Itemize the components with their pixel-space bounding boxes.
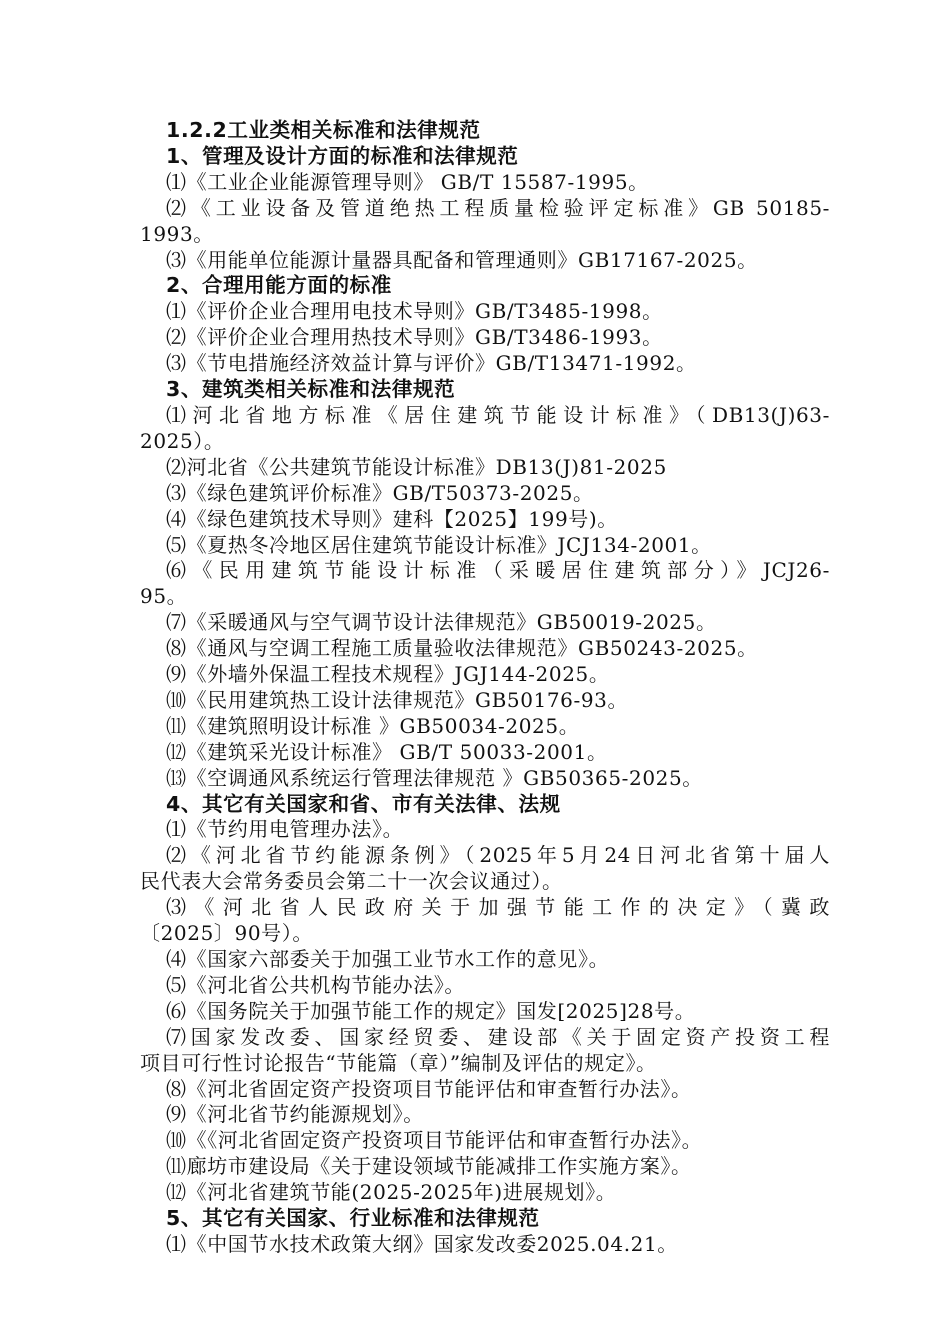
list-item: ⑵《河北省节约能源条例》（2025年5月24日河北省第十届人: [166, 843, 830, 868]
list-item: ⑺《采暖通风与空气调节设计法律规范》GB50019-2025。: [166, 610, 717, 635]
list-item: ⑶《用能单位能源计量器具配备和管理通则》GB17167-2025。: [166, 247, 758, 272]
list-item: ⑾《建筑照明设计标准 》GB50034-2025。: [166, 713, 580, 738]
section-heading: 1、管理及设计方面的标准和法律规范: [166, 143, 519, 168]
section-heading: 5、其它有关国家、行业标准和法律规范: [166, 1206, 540, 1231]
list-item: ⑻《通风与空调工程施工质量验收法律规范》GB50243-2025。: [166, 636, 758, 661]
section-heading: 3、建筑类相关标准和法律规范: [166, 377, 456, 402]
list-item: ⑿《河北省建筑节能(2025-2025年)进展规划》。: [166, 1180, 617, 1205]
list-item: ⑶《河北省人民政府关于加强节能工作的决定》（冀政: [166, 895, 830, 920]
list-item: ⑶《绿色建筑评价标准》GB/T50373-2025。: [166, 480, 594, 505]
list-item: ⑷《绿色建筑技术导则》建科【2025】199号)。: [166, 506, 618, 531]
list-item: ⑿《建筑采光设计标准》 GB/T 50033-2001。: [166, 739, 608, 764]
list-item: ⑹《国务院关于加强节能工作的规定》国发[2025]28号。: [166, 998, 696, 1023]
list-item: ⑹《民用建筑节能设计标准（采暖居住建筑部分）》JCJ26-: [166, 558, 830, 583]
list-item: ⑴河北省地方标准《居住建筑节能设计标准》（DB13(J)63-: [166, 402, 830, 427]
list-item: ⑸《夏热冬冷地区居住建筑节能设计标准》JCJ134-2001。: [166, 532, 712, 557]
list-item-continuation: 2025）。: [140, 428, 225, 453]
list-item: ⑽《民用建筑热工设计法律规范》GB50176-93。: [166, 687, 629, 712]
list-item: ⑴《评价企业合理用电技术导则》GB/T3485-1998。: [166, 299, 663, 324]
list-item: ⑺国家发改委、国家经贸委、建设部《关于固定资产投资工程: [166, 1024, 830, 1049]
list-item-continuation: 〔2025〕90号）。: [140, 921, 313, 946]
list-item: ⒀《空调通风系统运行管理法律规范 》GB50365-2025。: [166, 765, 703, 790]
list-item: ⑻《河北省固定资产投资项目节能评估和审查暂行办法》。: [166, 1076, 692, 1101]
list-item: ⑵《评价企业合理用热技术导则》GB/T3486-1993。: [166, 325, 663, 350]
list-item: ⑵河北省《公共建筑节能设计标准》DB13(J)81-2025: [166, 454, 667, 479]
list-item: ⑼《河北省节约能源规划》。: [166, 1102, 424, 1127]
list-item: ⑼《外墙外保温工程技术规程》JGJ144-2025。: [166, 662, 610, 687]
list-item-continuation: 项目可行性讨论报告“节能篇（章）”编制及评估的规定》。: [140, 1050, 657, 1075]
list-item: ⑴《节约用电管理办法》。: [166, 817, 404, 842]
list-item: ⑶《节电措施经济效益计算与评价》GB/T13471-1992。: [166, 351, 697, 376]
list-item: ⑸《河北省公共机构节能办法》。: [166, 972, 465, 997]
list-item-continuation: 1993。: [140, 221, 214, 246]
list-item-continuation: 95。: [140, 584, 188, 609]
document-body: [140, 118, 830, 1258]
list-item: ⑾廊坊市建设局《关于建设领域节能减排工作实施方案》。: [166, 1154, 692, 1179]
section-heading: 4、其它有关国家和省、市有关法律、法规: [166, 791, 561, 816]
list-item: ⑴《工业企业能源管理导则》 GB/T 15587-1995。: [166, 169, 649, 194]
list-item: ⑵《工业设备及管道绝热工程质量检验评定标准》GB 50185-: [166, 195, 830, 220]
section-heading: 2、合理用能方面的标准: [166, 273, 392, 298]
list-item-continuation: 民代表大会常务委员会第二十一次会议通过）。: [140, 869, 563, 894]
list-item: ⑴《中国节水技术政策大纲》国家发改委2025.04.21。: [166, 1231, 678, 1256]
list-item: ⑽《《河北省固定资产投资项目节能评估和审查暂行办法》。: [166, 1128, 703, 1153]
list-item: ⑷《国家六部委关于加强工业节水工作的意见》。: [166, 947, 610, 971]
section-heading: 1.2.2工业类相关标准和法律规范: [166, 118, 481, 142]
